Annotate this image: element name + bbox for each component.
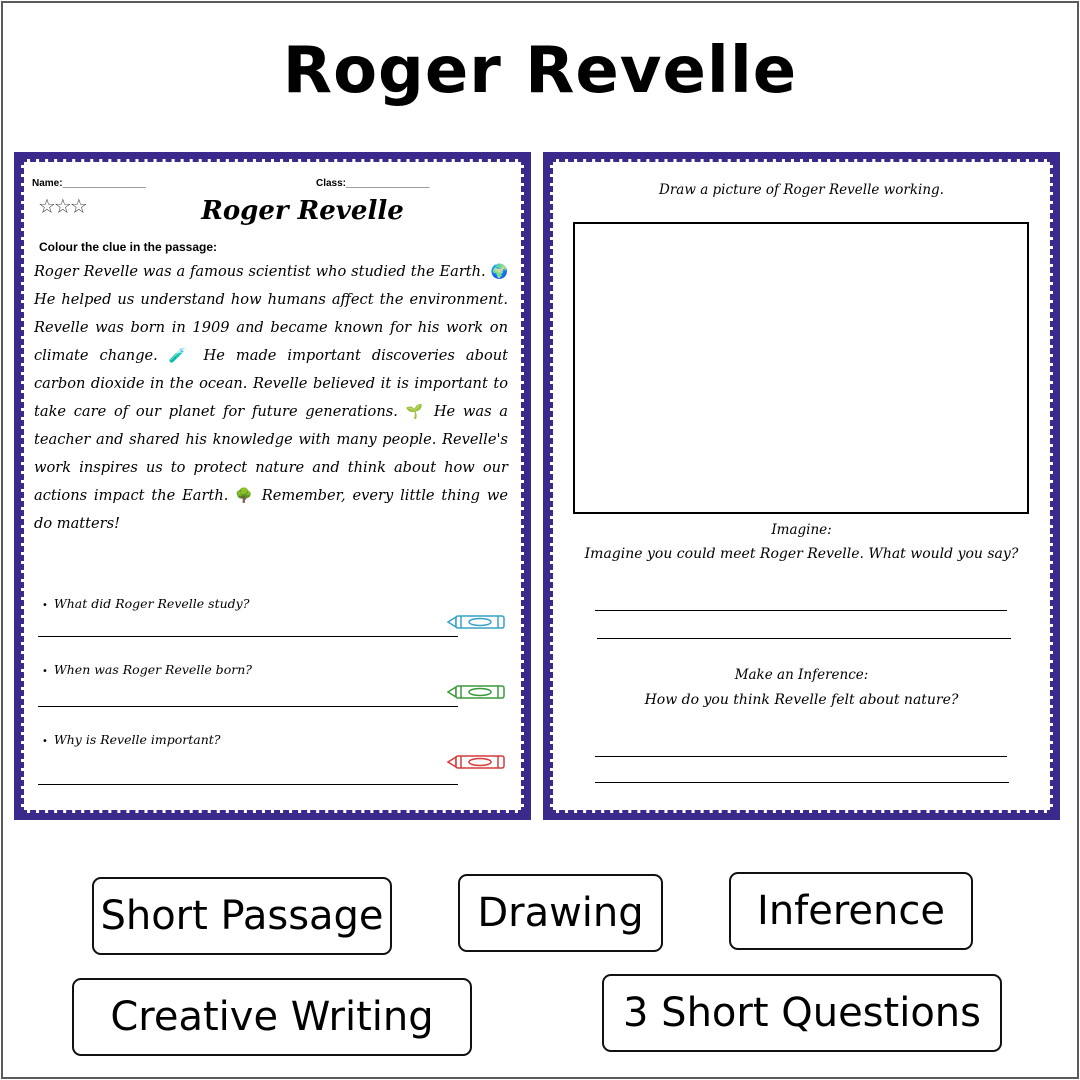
tree-icon: 🌳 [235,488,255,504]
question-item [42,662,252,677]
worksheet-drawing-preview [543,152,1060,820]
crayon-icon [446,614,506,630]
page-title: Roger Revelle [282,34,798,108]
answer-line[interactable] [38,784,458,785]
bullet: • [42,666,48,677]
question-text: When was Roger Revelle born? [53,662,252,677]
worksheet-title: Roger Revelle [201,196,404,226]
passage-sentence: He was a teacher and shared his knowledge with many people. Revelle's work inspires us to protect nature and think about how our actions impact the Earth. [34,403,508,504]
reading-passage [34,258,508,538]
answer-line[interactable] [595,782,1009,783]
rating-stars-icon: ☆☆☆ [38,194,86,218]
imagine-question: Imagine you could meet Roger Revelle. What would you say? [584,546,1019,562]
worksheet-page [21,159,524,813]
worksheet-passage-preview [14,152,531,820]
drawing-prompt: Draw a picture of Roger Revelle working. [659,182,944,198]
tag-inference: Inference [729,872,973,950]
passage-sentence: Remember, every little thing we do matters! [34,487,509,532]
answer-line[interactable] [38,706,458,707]
worksheet-page [550,159,1053,813]
crayon-icon [446,684,506,700]
instruction-text: Colour the clue in the passage: [39,240,218,254]
drawing-area[interactable] [573,222,1029,514]
inference-question: How do you think Revelle felt about nature? [644,692,959,708]
answer-line[interactable] [38,636,458,637]
tag-3-short-questions: 3 Short Questions [602,974,1002,1052]
seedling-icon: 🌱 [405,404,427,420]
question-item [42,596,249,611]
answer-line[interactable] [595,610,1007,611]
bullet: • [42,600,48,611]
question-text: Why is Revelle important? [53,732,221,747]
passage-sentence: He helped us understand how humans affect the environment. Revelle was born in 1909 and became known for his work on climate change. [34,291,508,364]
tag-drawing: Drawing [458,874,663,952]
imagine-label: Imagine: [771,522,832,538]
globe-icon: 🌍 [490,264,508,280]
passage-sentence: Roger Revelle was a famous scientist who studied the Earth. [34,263,491,280]
tag-creative-writing: Creative Writing [72,978,472,1056]
test-tube-icon: 🧪 [168,348,193,364]
answer-line[interactable] [597,638,1011,639]
passage-sentence: He made important discoveries about carbon dioxide in the ocean. Revelle believed it is important to take care of our planet for future generations. [34,347,508,420]
name-field-label: Name:_______________ [32,178,146,189]
question-text: What did Roger Revelle study? [53,596,250,611]
tag-short-passage: Short Passage [92,877,392,955]
answer-line[interactable] [595,756,1007,757]
question-item [42,732,220,747]
bullet: • [42,736,48,747]
crayon-icon [446,754,506,770]
class-field-label: Class:_______________ [316,178,430,189]
inference-label: Make an Inference: [734,667,869,683]
